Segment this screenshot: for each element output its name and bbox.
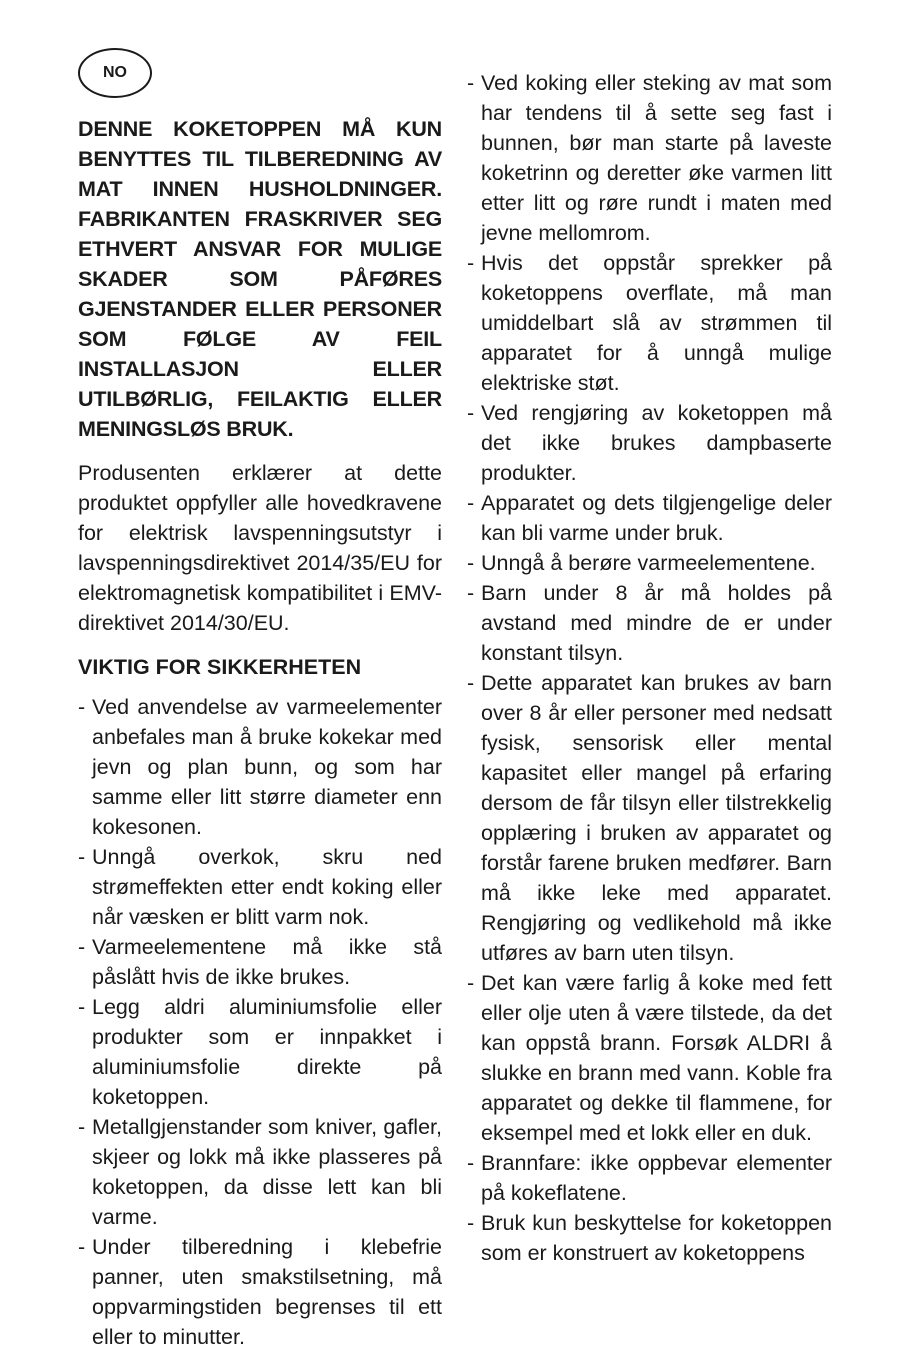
- list-item: - Varmeelementene må ikke stå påslått hvis de ikke brukes.: [78, 932, 442, 992]
- list-item: - Bruk kun beskyttelse for koketoppen som er konstruert av koketoppens: [467, 1208, 832, 1268]
- safety-list-right: [467, 68, 832, 1268]
- list-item: - Det kan være farlig å koke med fett eller olje uten å være tilstede, da det kan oppstå brann. Forsøk ALDRI å slukke en brann med vann. Koble fra apparatet og dekke til flammene, for eksempel med et lokk eller en duk.: [467, 968, 832, 1148]
- list-item: - Hvis det oppstår sprekker på koketoppens overflate, må man umiddelbart slå av strømmen til apparatet for å unngå mulige elektriske støt.: [467, 248, 832, 398]
- safety-list-left: [78, 692, 442, 1352]
- safety-heading: VIKTIG FOR SIKKERHETEN: [78, 655, 362, 679]
- list-item: - Ved anvendelse av varmeelementer anbefales man å bruke kokekar med jevn og plan bunn, og som har samme eller litt større diameter enn kokesonen.: [78, 692, 442, 842]
- list-item: - Legg aldri aluminiumsfolie eller produkter som er innpakket i aluminiumsfolie direkte på koketoppen.: [78, 992, 442, 1112]
- left-column: [78, 114, 442, 1352]
- language-badge: NO: [78, 48, 152, 98]
- list-item: - Dette apparatet kan brukes av barn over 8 år eller personer med nedsatt fysisk, sensorisk eller mental kapasitet eller mangel på erfaring dersom de får tilsyn eller tilstrekkelig opplæring i bruken av apparatet og forstår farene bruken medfører. Barn må ikke leke med apparatet. Rengjøring og vedlikehold må ikke utføres av barn uten tilsyn.: [467, 668, 832, 968]
- list-item: - Brannfare: ikke oppbevar elementer på kokeflatene.: [467, 1148, 832, 1208]
- list-item: - Barn under 8 år må holdes på avstand med mindre de er under konstant tilsyn.: [467, 578, 832, 668]
- list-item: - Unngå å berøre varmeelementene.: [467, 548, 832, 578]
- list-item: - Apparatet og dets tilgjengelige deler kan bli varme under bruk.: [467, 488, 832, 548]
- liability-warning: DENNE KOKETOPPEN MÅ KUN BENYTTES TIL TILBEREDNING AV MAT INNEN HUSHOLDNINGER. FABRIKANTEN FRASKRIVER SEG ETHVERT ANSVAR FOR MULIGE SKADER SOM PÅFØRES GJENSTANDER ELLER PERSONER SOM FØLGE AV FEIL INSTALLASJON ELLER UTILBØRLIG, FEILAKTIG ELLER MENINGSLØS BRUK.: [78, 117, 442, 441]
- list-item: - Ved rengjøring av koketoppen må det ikke brukes dampbaserte produkter.: [467, 398, 832, 488]
- list-item: - Ved koking eller steking av mat som har tendens til å sette seg fast i bunnen, bør man starte på laveste koketrinn og deretter øke varmen litt etter litt og røre rundt i maten med jevne mellomrom.: [467, 68, 832, 248]
- list-item: - Unngå overkok, skru ned strømeffekten etter endt koking eller når væsken er blitt varm nok.: [78, 842, 442, 932]
- list-item: - Metallgjenstander som kniver, gafler, skjeer og lokk må ikke plasseres på koketoppen, da disse lett kan bli varme.: [78, 1112, 442, 1232]
- list-item: - Under tilberedning i klebefrie panner, uten smakstilsetning, må oppvarmingstiden begrenses til ett eller to minutter.: [78, 1232, 442, 1352]
- right-column: [467, 68, 832, 1268]
- conformity-declaration: Produsenten erklærer at dette produktet oppfyller alle hovedkravene for elektrisk lavspenningsutstyr i lavspenningsdirektivet 2014/35/EU for elektromagnetisk kompatibilitet i EMV-direktivet 2014/30/EU.: [78, 461, 442, 635]
